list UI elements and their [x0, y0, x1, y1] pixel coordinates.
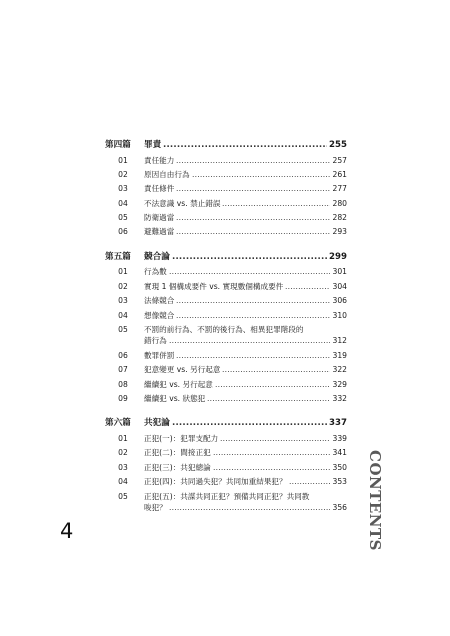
- entry-title-line: 錯行為: [144, 336, 167, 346]
- entry-title: [144, 225, 174, 239]
- toc-part: [105, 250, 347, 407]
- leader-dots: [176, 294, 330, 308]
- entry-number: 06: [118, 227, 128, 237]
- entry-page-number: 277: [332, 182, 348, 196]
- entry-title: [144, 294, 174, 308]
- entry-number: 03: [118, 184, 128, 194]
- part-page-number: 299: [328, 250, 347, 266]
- toc-entry: [105, 225, 347, 239]
- leader-dots: [172, 250, 327, 266]
- toc-entry: [105, 197, 347, 211]
- part-heading: [105, 138, 347, 154]
- entry-page-number: 304: [332, 280, 348, 294]
- toc-entry: [105, 182, 347, 196]
- leader-dots: [213, 461, 330, 475]
- part-page-number: 337: [328, 416, 347, 432]
- entry-page-number: 339: [332, 432, 348, 446]
- entry-title: [144, 154, 174, 168]
- entry-title: [144, 211, 174, 225]
- entry-number: 09: [118, 394, 128, 404]
- toc-entry: [105, 265, 347, 279]
- entry-number: 04: [118, 198, 128, 208]
- toc-entry: [105, 475, 347, 489]
- entry-title-line: 避難過當: [144, 227, 175, 237]
- entry-title-line: 正犯(二)：間接正犯: [144, 448, 211, 458]
- entry-page-number: 293: [332, 225, 348, 239]
- entry-page-number: 261: [332, 168, 348, 182]
- part-heading: [105, 250, 347, 266]
- entry-title-line: 防衛過當: [144, 213, 175, 223]
- entry-title: [144, 446, 211, 460]
- entry-title: [144, 197, 220, 211]
- entry-title: [144, 182, 174, 196]
- entry-title-line: 繼續犯 vs. 狀態犯: [144, 394, 206, 404]
- toc-entry: [105, 378, 347, 392]
- leader-dots: [176, 309, 330, 323]
- entry-number: 01: [118, 267, 128, 277]
- table-of-contents: [105, 138, 347, 526]
- entry-page-number: 310: [332, 309, 348, 323]
- entry-title-line: 法條競合: [144, 296, 175, 306]
- entry-number: 01: [118, 433, 128, 443]
- entry-title-line: 責任條件: [144, 184, 175, 194]
- entry-title: [144, 432, 218, 446]
- entry-page-number: 350: [332, 461, 348, 475]
- entry-title-line: 唆犯？: [144, 503, 167, 513]
- leader-dots: [176, 211, 330, 225]
- entry-page-number: 257: [332, 154, 348, 168]
- entry-title-line: 繼續犯 vs. 另行起意: [144, 379, 213, 389]
- entry-number: 08: [118, 379, 128, 389]
- entry-number: 05: [118, 491, 128, 501]
- toc-entry: [105, 432, 347, 446]
- entry-title-line: 正犯(一)：犯罪支配力: [144, 433, 219, 443]
- toc-entry: [105, 392, 347, 406]
- leader-dots: [172, 416, 327, 432]
- entry-page-number: 319: [332, 349, 348, 363]
- entry-title: [144, 475, 287, 489]
- toc-entry: [105, 349, 347, 363]
- leader-dots: [163, 138, 327, 154]
- entry-number: 05: [118, 324, 128, 334]
- entry-title: [144, 461, 211, 475]
- entry-page-number: 306: [332, 294, 348, 308]
- entry-page-number: 356: [332, 501, 348, 515]
- leader-dots: [176, 349, 330, 363]
- entry-number: 05: [118, 213, 128, 223]
- leader-dots: [176, 154, 330, 168]
- entry-title: [144, 349, 174, 363]
- leader-dots: [220, 432, 330, 446]
- toc-entry: [105, 154, 347, 168]
- toc-entry: [105, 490, 347, 516]
- leader-dots: [222, 363, 330, 377]
- entry-page-number: 332: [332, 392, 348, 406]
- entry-title-line: 不罰的前行為、不罰的後行為、相異犯罪階段的: [144, 324, 304, 334]
- leader-dots: [213, 446, 330, 460]
- entry-title-line: 實現 1 個構成要件 vs. 實現數個構成要件: [144, 281, 284, 291]
- entry-number: 02: [118, 169, 128, 179]
- leader-dots: [192, 168, 330, 182]
- toc-entry: [105, 363, 347, 377]
- toc-part: [105, 416, 347, 515]
- entry-number: 02: [118, 448, 128, 458]
- entry-number: 03: [118, 296, 128, 306]
- part-number: 第六篇: [105, 418, 131, 429]
- part-number: 第四篇: [105, 140, 131, 150]
- leader-dots: [207, 392, 330, 406]
- entry-number: 02: [118, 281, 128, 291]
- entry-title-line: 行為數: [144, 267, 167, 277]
- part-heading: [105, 416, 347, 432]
- entry-page-number: 280: [332, 197, 348, 211]
- entry-title-line: 正犯(五)：共謀共同正犯？預備共同正犯？共同教: [144, 491, 310, 501]
- leader-dots: [169, 265, 330, 279]
- entry-number: 06: [118, 350, 128, 360]
- entry-title-line: 想像競合: [144, 310, 175, 320]
- entry-page-number: 282: [332, 211, 348, 225]
- leader-dots: [289, 475, 330, 489]
- part-title: 罪責: [144, 140, 162, 150]
- entry-title-line: 犯意變更 vs. 另行起意: [144, 365, 221, 375]
- toc-part: [105, 138, 347, 240]
- part-number: 第五篇: [105, 251, 131, 262]
- leader-dots: [169, 501, 330, 515]
- toc-entry: [105, 168, 347, 182]
- entry-title: [144, 392, 205, 406]
- entry-title-line: 責任能力: [144, 155, 175, 165]
- toc-entry: [105, 309, 347, 323]
- entry-number: 04: [118, 477, 128, 487]
- toc-entry: [105, 446, 347, 460]
- entry-page-number: 341: [332, 446, 348, 460]
- entry-title-line: 正犯(三)：共犯總論: [144, 462, 211, 472]
- entry-number: 01: [118, 155, 128, 165]
- leader-dots: [169, 334, 330, 348]
- toc-entry: [105, 323, 347, 349]
- leader-dots: [176, 182, 330, 196]
- leader-dots: [215, 378, 330, 392]
- toc-entry: [105, 211, 347, 225]
- entry-number: 07: [118, 365, 128, 375]
- toc-entry: [105, 280, 347, 294]
- entry-title: [144, 378, 213, 392]
- entry-page-number: 322: [332, 363, 348, 377]
- leader-dots: [285, 280, 330, 294]
- leader-dots: [176, 225, 330, 239]
- entry-title-line: 數罪併罰: [144, 350, 175, 360]
- entry-title-line: 正犯(四)：共同過失犯？共同加重結果犯？: [144, 477, 287, 487]
- page-number: 4: [60, 519, 74, 543]
- entry-title-line: 不法意識 vs. 禁止錯誤: [144, 198, 221, 208]
- part-page-number: 255: [328, 138, 347, 154]
- entry-title: [144, 280, 283, 294]
- entry-title: [144, 363, 220, 377]
- entry-title-line: 原因自由行為: [144, 169, 190, 179]
- part-title: 共犯論: [144, 418, 170, 429]
- entry-title: [144, 265, 167, 279]
- toc-entry: [105, 294, 347, 308]
- entry-page-number: 329: [332, 378, 348, 392]
- part-title: 競合論: [144, 251, 170, 262]
- entry-number: 03: [118, 462, 128, 472]
- contents-spine-label: CONTENTS: [366, 450, 384, 552]
- entry-page-number: 312: [332, 334, 348, 348]
- leader-dots: [222, 197, 330, 211]
- entry-title: [144, 309, 174, 323]
- entry-page-number: 353: [332, 475, 348, 489]
- entry-title: [144, 168, 190, 182]
- entry-number: 04: [118, 310, 128, 320]
- toc-entry: [105, 461, 347, 475]
- entry-page-number: 301: [332, 265, 348, 279]
